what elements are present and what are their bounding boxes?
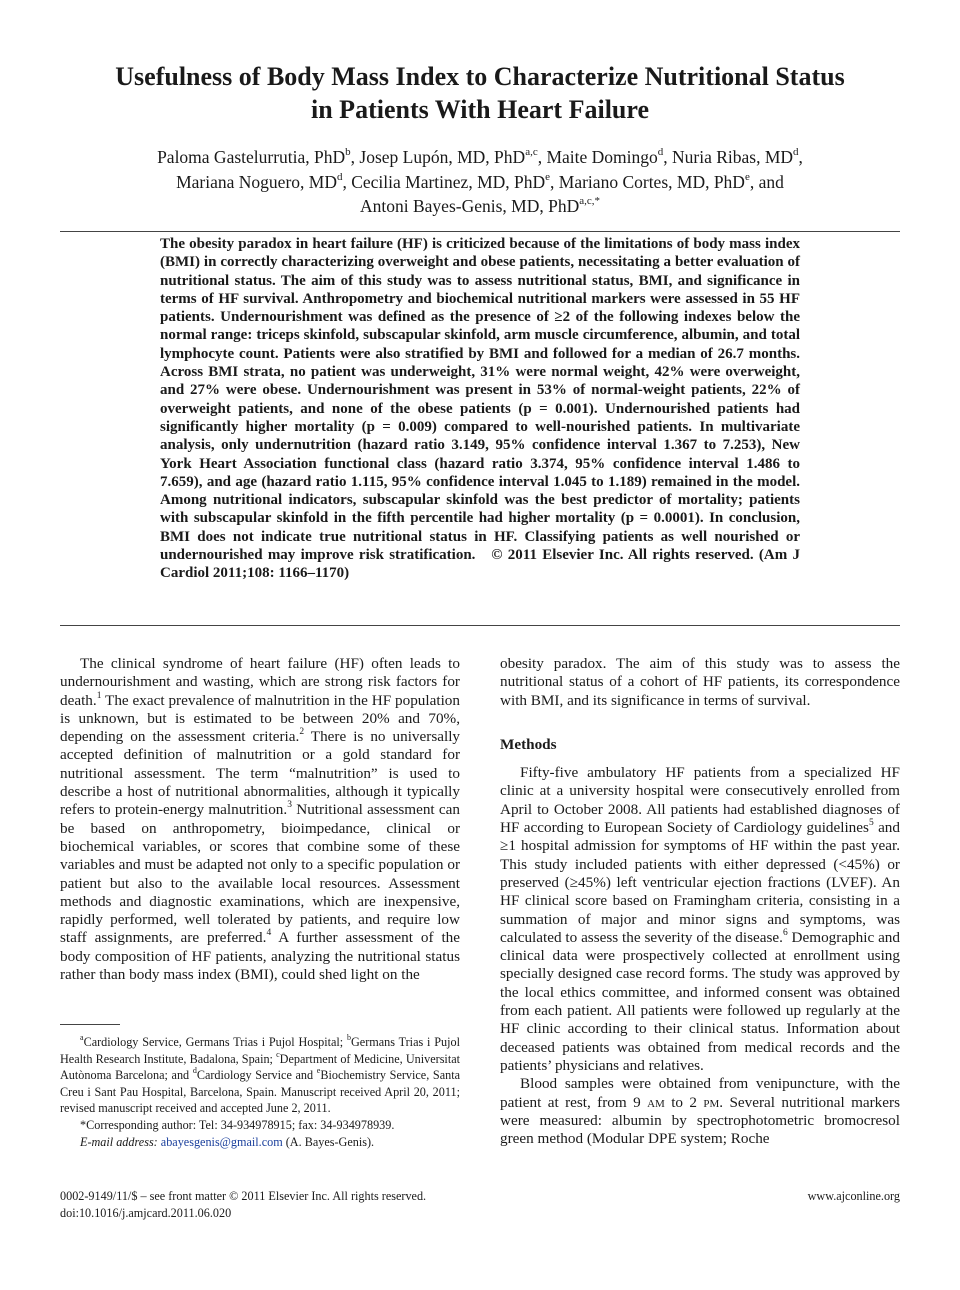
author-affiliation-mark: d <box>336 170 343 183</box>
abstract-copyright: © 2011 Elsevier Inc. All rights reserved. (Am J Cardiol 2011;108: 1166–1170) <box>160 547 800 582</box>
left-column <box>60 655 460 984</box>
author-separator: , <box>663 147 673 167</box>
author-separator: , <box>798 147 803 167</box>
abstract-text: The obesity paradox in heart failure (HF) is criticized because of the limitations of body mass index (BMI) in correctly characterizing overweight and obese patients, necessitating a better evaluation of nutritional status. The aim of this study was to assess nutritional status, BMI, and significance in terms of HF survival. Anthropometry and biochemical nutritional markers were assessed in 55 HF patients. Undernourishment was defined as the presence of ≥2 of the following indexes below the normal range: triceps skinfold, subscapular skinfold, arm muscle circumference, albumin, and total lymphocyte count. Patients were also stratified by BMI and followed for a median of 26.7 months. Across BMI strata, no patient was underweight, 31% were normal weight, 42% were overweight, and 27% were obese. Undernourishment was present in 53% of normal-weight patients, 22% of overweight patients, and none of the obese patients (p = 0.001). Undernourished patients had significantly higher mortality (p = 0.009) compared to well-nourished patients. In multivariate analysis, only undernutrition (hazard ratio 3.149, 95% confidence interval 1.367 to 7.253), New York Heart Association functional class (hazard ratio 3.374, 95% confidence interval 1.486 to 7.659), and age (hazard ratio 1.115, 95% confidence interval 1.045 to 1.189) remained in the model. Among nutritional indicators, subscapular skinfold was the best predictor of mortality; patients with subscapular skinfold in the fifth percentile had higher mortality (p = 0.0001). In conclusion, BMI does not indicate true nutritional status in HF. Classifying patients as well nourished or undernourished may improve risk stratification. <box>160 236 800 564</box>
author-name: Mariano Cortes, MD, PhD <box>558 171 745 192</box>
author-name: Maite Domingo <box>546 147 658 167</box>
email-label: E-mail address: <box>80 1134 158 1149</box>
text-run: Cardiology Service and <box>196 1068 317 1083</box>
footer-doi: doi:10.1016/j.amjcard.2011.06.020 <box>60 1206 232 1220</box>
author-line-3 <box>60 194 900 219</box>
text-run: Nutritional assessment can be based on anthropometry, bioimpedance, clinical or biochemical variables, or scores that combine some of these variables and must be adapted not only to a specific population or patient but also to the available local resources. Assessment methods and diagnostic examinations, which are inexpensive, rapidly performed, well tolerated by patients, and require low staff assignments, are preferred. <box>60 801 460 947</box>
methods-heading: Methods <box>500 735 557 753</box>
author-name: Josep Lupón, MD, PhD <box>359 147 526 167</box>
author-affiliation-mark: d <box>657 146 664 159</box>
reference-superscript: 6 <box>782 927 788 938</box>
reference-superscript: 3 <box>287 800 292 811</box>
author-separator: , <box>537 147 547 167</box>
email-footnote <box>60 1134 460 1151</box>
reference-superscript: 4 <box>266 928 272 939</box>
text-run: Fifty-five ambulatory HF patients from a specialized HF clinic at a university hospital were consecutively enrolled from April to October 2008. All patients had established diagnoses of HF according to European Society of Cardiology guidelines <box>500 764 900 837</box>
reference-superscript: 2 <box>299 727 305 738</box>
intro-paragraph <box>60 655 460 984</box>
text-run: Blood samples were obtained from venipuncture, with the patient at rest, from 9 <box>500 1075 900 1111</box>
author-name: Nuria Ribas, MD <box>672 147 794 167</box>
text-run: The clinical syndrome of heart failure (HF) often leads to undernourishment and wasting, which are strong risk factors for death. <box>60 655 460 709</box>
author-separator: , <box>350 147 360 167</box>
article-title <box>40 60 920 126</box>
title-line-1: Usefulness of Body Mass Index to Characterize Nutritional Status <box>115 62 845 91</box>
text-run: There is no universally accepted definition of malnutrition or a gold standard for nutritional assessment. The term “malnutrition” is used to describe a host of nutritional abnormalities, although it typically refers to protein-energy malnutrition. <box>60 728 461 819</box>
corresponding-author-footnote: *Corresponding author: Tel: 34-934978915; fax: 34-934978939. <box>80 1117 395 1132</box>
reference-superscript: e <box>316 1066 321 1076</box>
email-link[interactable]: abayesgenis@gmail.com <box>160 1134 283 1149</box>
text-run: Demographic and clinical data were prospectively collected at enrollment using specially designed case record forms. The study was approved by the local ethics committee, and informed consent was obtained from each patient. All patients were followed up regularly at the HF clinic according to their clinical status. Information about deceased patients was obtained from medical records and the patients’ physicians and relatives. <box>500 928 900 1074</box>
footnote-rule <box>60 1024 120 1025</box>
author-name: Mariana Noguero, MD <box>176 171 337 192</box>
intro-continuation: obesity paradox. The aim of this study was to assess the nutritional status of a cohort of HF patients, its correspondence with BMI, and its significance in terms of survival. <box>500 655 900 709</box>
abstract-bottom-rule <box>60 625 900 626</box>
abstract <box>160 235 800 583</box>
footer-journal-url[interactable]: www.ajconline.org <box>807 1189 900 1203</box>
title-line-2: in Patients With Heart Failure <box>311 95 649 124</box>
author-list <box>60 145 900 219</box>
text-run: The exact prevalence of malnutrition in the HF population is unknown, but is estimated to be between 20% and 70%, depending on the assessment criteria. <box>60 691 460 746</box>
author-name: Cecilia Martinez, MD, PhD <box>351 171 546 192</box>
text-run: Germans Trias i Pujol Health Research Institute, Badalona, Spain; <box>60 1035 460 1066</box>
email-owner: (A. Bayes-Genis). <box>285 1134 375 1149</box>
footer-left <box>60 1188 426 1222</box>
author-separator: , <box>550 171 559 192</box>
author-affiliation-mark: e <box>545 170 551 183</box>
author-separator: , <box>342 171 352 192</box>
text-run: A further assessment of the body composition of HF patients, analyzing the nutritional status rather than body mass index (BMI), could shed light on the <box>60 929 460 984</box>
author-line-1 <box>60 145 900 170</box>
abstract-top-rule <box>60 231 900 232</box>
author-name: Antoni Bayes-Genis, MD, PhD <box>360 196 580 216</box>
time-unit: am <box>647 1093 665 1111</box>
author-affiliation-mark: a,c <box>525 146 538 159</box>
author-line-2 <box>60 170 900 195</box>
time-unit: pm <box>703 1093 720 1111</box>
author-name: Paloma Gastelurrutia, PhD <box>157 147 346 167</box>
affiliations-footnote <box>60 1034 460 1117</box>
text-run: Cardiology Service, Germans Trias i Pujol Hospital; <box>83 1035 347 1049</box>
author-separator: , and <box>749 171 784 192</box>
methods-paragraph-2 <box>500 1075 900 1148</box>
reference-superscript: c <box>276 1049 280 1059</box>
author-affiliation-mark: b <box>345 146 351 159</box>
text-run: . Several nutritional markers were measured: albumin by spectrophotometric bromocresol green method (Modular DPE system; Roche <box>500 1093 900 1148</box>
text-run: Biochemistry Service, Santa Creu i Sant Pau Hospital, Barcelona, Spain. Manuscript received April 20, 2011; revised manuscript received and accepted June 2, 2011. <box>60 1068 460 1116</box>
reference-superscript: 5 <box>868 818 874 829</box>
footnotes <box>60 1034 460 1150</box>
reference-superscript: 1 <box>96 690 102 701</box>
right-column <box>500 655 900 1148</box>
author-affiliation-mark: d <box>793 146 799 159</box>
author-affiliation-mark: e <box>744 170 750 183</box>
reference-superscript: d <box>192 1066 197 1076</box>
author-affiliation-mark: a,c,* <box>579 195 600 208</box>
reference-superscript: a <box>80 1032 84 1042</box>
text-run: Department of Medicine, Universitat Autònoma Barcelona; and <box>60 1051 461 1083</box>
text-run: to 2 <box>664 1093 704 1111</box>
methods-paragraph-1 <box>500 764 900 1075</box>
footer-front-matter: 0002-9149/11/$ – see front matter © 2011 Elsevier Inc. All rights reserved. <box>60 1189 427 1203</box>
text-run: and ≥1 hospital admission for symptoms of HF within the past year. This study included patients with either depressed (<45%) or preserved (≥45%) left ventricular ejection fractions (LVEF). An HF clinical score based on Framingham criteria, consisting in a summation of major and minor signs and symptoms, was calculated to assess the severity of the disease. <box>500 819 900 946</box>
reference-superscript: b <box>347 1032 351 1042</box>
